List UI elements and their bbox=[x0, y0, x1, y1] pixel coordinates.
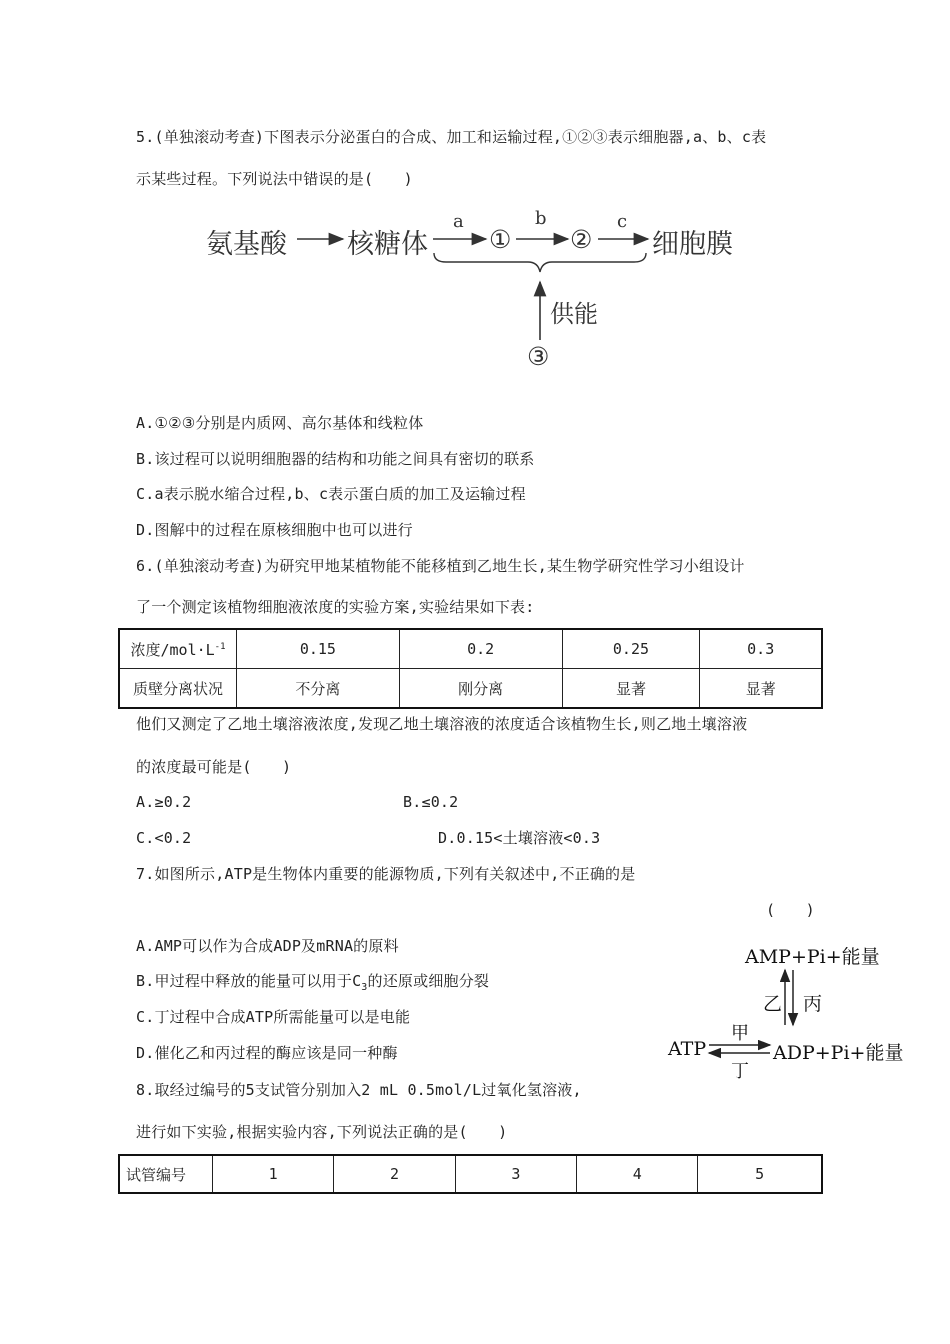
process-b-label: b bbox=[535, 208, 547, 229]
q6-option-a: A.≥0.2 bbox=[136, 793, 192, 811]
table-cell: 0.15 bbox=[237, 629, 400, 669]
table-head-concentration: 浓度$/mol\cdot L^{-1}$ bbox=[119, 629, 237, 669]
process-a-label: a bbox=[453, 211, 464, 232]
table-cell: 0.25 bbox=[562, 629, 700, 669]
organelle-2-label: ② bbox=[570, 225, 593, 254]
table-cell: 2 bbox=[334, 1155, 455, 1193]
atp-label: ATP bbox=[668, 1038, 707, 1060]
amp-label: AMP+Pi+能量 bbox=[745, 946, 880, 968]
q7-option-b: B.甲过程中释放的能量可以用于$C_3$的还原或细胞分裂 bbox=[136, 972, 490, 993]
process-ding-label: 丁 bbox=[731, 1061, 749, 1082]
q6-option-c: C.<0.2 bbox=[136, 829, 192, 847]
q6-option-b: B.≤0.2 bbox=[403, 793, 459, 811]
table-cell: 3 bbox=[455, 1155, 576, 1193]
q5-option-a: A.①②③分别是内质网、高尔基体和线粒体 bbox=[136, 414, 424, 432]
q8-stem-line2: 进行如下实验,根据实验内容,下列说法正确的是( ) bbox=[136, 1123, 508, 1141]
process-c-label: c bbox=[617, 211, 628, 232]
q5-option-d: D.图解中的过程在原核细胞中也可以进行 bbox=[136, 521, 413, 539]
table-cell: 不分离 bbox=[237, 669, 400, 709]
organelle-3-label: ③ bbox=[527, 342, 550, 371]
table-cell: 1 bbox=[213, 1155, 334, 1193]
cell-membrane-label: 细胞膜 bbox=[652, 229, 733, 260]
table-cell: 0.2 bbox=[399, 629, 562, 669]
energy-supply-label: 供能 bbox=[550, 300, 598, 328]
amino-acid-label: 氨基酸 bbox=[206, 229, 287, 260]
q7-answer-bracket: ( ) bbox=[766, 901, 815, 919]
q8-tube-table bbox=[118, 1154, 823, 1194]
table-row bbox=[119, 1155, 822, 1193]
q5-option-b: B.该过程可以说明细胞器的结构和功能之间具有密切的联系 bbox=[136, 450, 535, 468]
q6-after-line2: 的浓度最可能是( ) bbox=[136, 758, 292, 776]
q7-option-a: A.AMP可以作为合成ADP及mRNA的原料 bbox=[136, 937, 399, 955]
table-cell: 显著 bbox=[562, 669, 700, 709]
process-yi-label: 乙 bbox=[763, 993, 783, 1015]
ribosome-label: 核糖体 bbox=[347, 229, 428, 260]
process-jia-label: 甲 bbox=[731, 1023, 749, 1044]
table-cell: 4 bbox=[577, 1155, 698, 1193]
q7-option-c: C.丁过程中合成ATP所需能量可以是电能 bbox=[136, 1008, 411, 1026]
process-bing-label: 丙 bbox=[803, 993, 823, 1015]
q5-stem-line2: 示某些过程。下列说法中错误的是( ) bbox=[136, 170, 413, 188]
adp-label: ADP+Pi+能量 bbox=[773, 1042, 904, 1064]
q7-option-d: D.催化乙和丙过程的酶应该是同一种酶 bbox=[136, 1044, 398, 1062]
table-cell: 0.3 bbox=[700, 629, 822, 669]
q6-option-d: D.0.15<土壤溶液<0.3 bbox=[438, 829, 601, 847]
table-cell: 刚分离 bbox=[399, 669, 562, 709]
table-head-tube-number: 试管编号 bbox=[119, 1155, 213, 1193]
q5-option-c: C.a表示脱水缩合过程,b、c表示蛋白质的加工及运输过程 bbox=[136, 485, 526, 503]
q6-stem-line1: 6.(单独滚动考查)为研究甲地某植物能不能移植到乙地生长,某生物学研究性学习小组设计 bbox=[136, 557, 745, 575]
q8-stem-line1: 8.取经过编号的5支试管分别加入2 mL 0.5mol/L过氧化氢溶液, bbox=[136, 1081, 582, 1099]
q6-stem-line2: 了一个测定该植物细胞液浓度的实验方案,实验结果如下表: bbox=[136, 598, 535, 616]
table-cell: 5 bbox=[698, 1155, 822, 1193]
q5-stem-line1: 5.(单独滚动考查)下图表示分泌蛋白的合成、加工和运输过程,①②③表示细胞器,a、b、c表 bbox=[136, 128, 767, 146]
table-head-plasmolysis: 质壁分离状况 bbox=[119, 669, 237, 709]
table-cell: 显著 bbox=[700, 669, 822, 709]
q6-after-line1: 他们又测定了乙地土壤溶液浓度,发现乙地土壤溶液的浓度适合该植物生长,则乙地土壤溶液 bbox=[136, 715, 748, 733]
organelle-1-label: ① bbox=[489, 225, 512, 254]
q7-stem: 7.如图所示,ATP是生物体内重要的能源物质,下列有关叙述中,不正确的是 bbox=[136, 865, 636, 883]
